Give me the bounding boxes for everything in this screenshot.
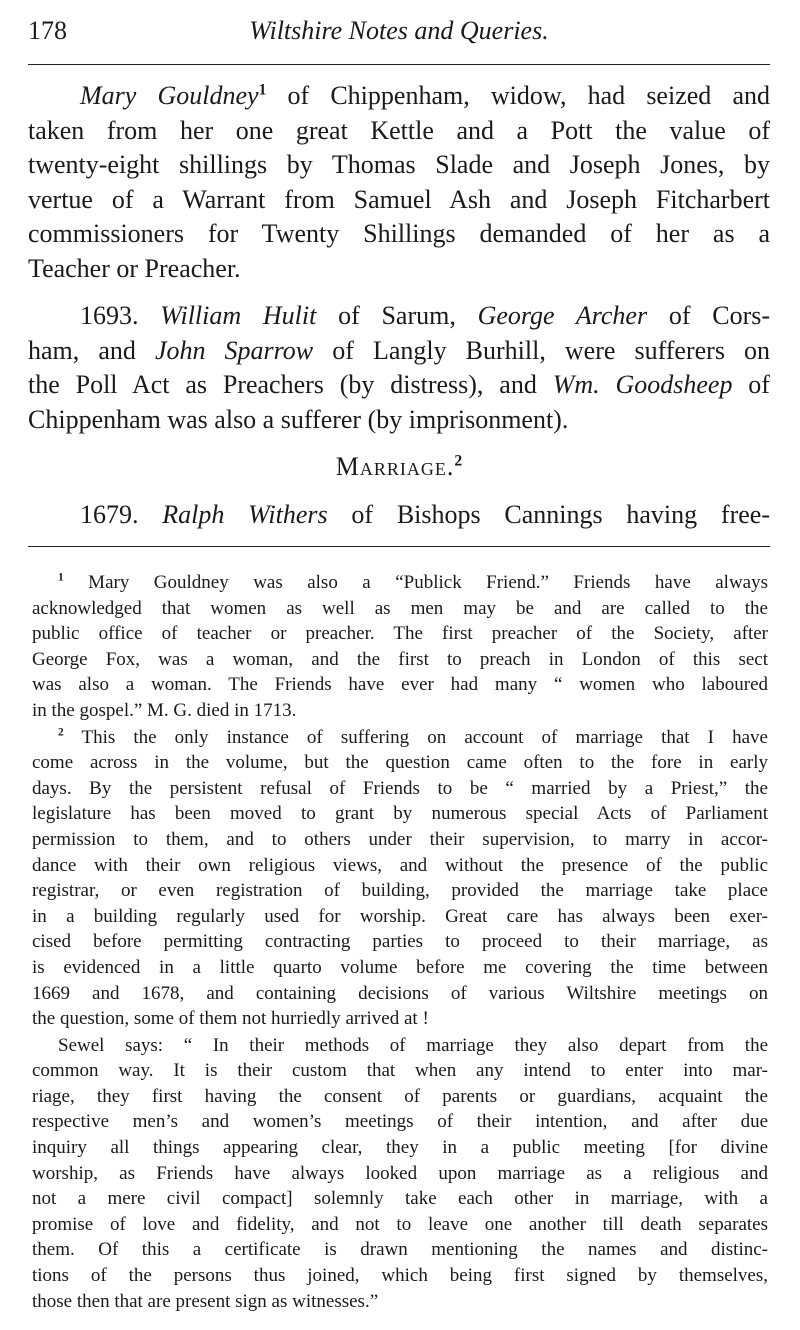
text-line	[32, 1161, 768, 1187]
text-run: Marriage.	[335, 452, 455, 481]
text-run: William Hulit	[160, 301, 317, 330]
text-run: acknowledged that women as well as men may be and are called to the	[32, 597, 768, 619]
text-run: is evidenced in a little quarto volume before me covering the time between	[32, 956, 768, 978]
text-run: Mary Gouldney was also a “Publick Friend.” Friends have always	[63, 572, 768, 593]
text-run: of	[732, 370, 770, 399]
text-line	[32, 725, 768, 751]
text-line	[28, 114, 770, 149]
text-run: 1669 and 1678, and containing decisions of various Wiltshire meetings on	[32, 982, 768, 1004]
text-line	[32, 698, 768, 724]
text-line	[28, 334, 770, 369]
text-line	[32, 1212, 768, 1238]
text-run: ham, and	[28, 335, 155, 365]
footnote-marker: 1	[58, 571, 64, 584]
footnote-marker: 2	[58, 726, 64, 739]
text-run: Sewel says: “ In their methods of marriage they also depart from the	[58, 1034, 768, 1056]
text-line	[32, 878, 768, 904]
text-line	[32, 1033, 768, 1059]
text-line	[32, 904, 768, 930]
text-line	[32, 981, 768, 1007]
paragraph	[28, 79, 770, 286]
text-run: promise of love and fidelity, and not to leave one another till death separates	[32, 1213, 768, 1235]
paragraph	[28, 498, 770, 533]
text-line	[28, 183, 770, 218]
text-run: John Sparrow	[154, 335, 314, 365]
text-run: 1693.	[80, 301, 161, 330]
text-run: of Cors-	[647, 301, 771, 330]
footnote	[32, 1033, 768, 1315]
text-run: the question, some of them not hurriedly arrived at !	[32, 1008, 429, 1030]
text-line	[32, 570, 768, 596]
text-run: Chippenham was also a sufferer (by imprisonment).	[28, 404, 569, 434]
text-run: taken from her one great Kettle and a Pott the value of	[28, 115, 770, 145]
text-line	[32, 1237, 768, 1263]
text-run: public office of teacher or preacher. The first preacher of the Society, after	[32, 623, 768, 645]
text-run: riage, they first having the consent of parents or guardians, acquaint the	[32, 1085, 768, 1107]
text-line	[28, 299, 770, 334]
paragraph	[28, 450, 770, 485]
text-run: those then that are present sign as witnesses.”	[32, 1290, 379, 1312]
text-run: permission to them, and to others under their supervision, to marry in accor-	[32, 828, 768, 850]
text-line	[32, 647, 768, 673]
text-line	[28, 148, 770, 183]
footnote-marker: 1	[258, 81, 267, 99]
text-run: in a building regularly used for worship. Great care has always been exer-	[32, 905, 768, 927]
text-line	[28, 217, 770, 252]
text-run: dance with their own religious views, and without the presence of the public	[32, 854, 768, 876]
text-line	[32, 1084, 768, 1110]
text-line	[32, 621, 768, 647]
text-line	[32, 672, 768, 698]
text-run: of Langly Burhill, were sufferers on	[313, 335, 770, 365]
text-line	[28, 403, 770, 438]
text-line	[32, 929, 768, 955]
text-run: of Sarum,	[316, 301, 478, 330]
text-line	[32, 776, 768, 802]
text-run: 1679.	[80, 499, 163, 529]
text-run: twenty-eight shillings by Thomas Slade and Joseph Jones, by	[28, 150, 770, 179]
text-line	[28, 252, 770, 287]
text-run: Mary Gouldney	[80, 81, 259, 110]
page-number: 178	[28, 16, 67, 45]
text-line	[32, 1058, 768, 1084]
header-rule	[28, 64, 770, 65]
text-run: inquiry all things appearing clear, they in a public meeting [for divine	[32, 1137, 768, 1159]
text-run: tions of the persons thus joined, which being first signed by themselves,	[32, 1265, 768, 1287]
text-run: commissioners for Twenty Shillings demanded of her as a	[28, 219, 770, 248]
text-run: of Chippenham, widow, had seized and	[266, 81, 770, 110]
footnote	[32, 570, 768, 724]
text-run: in the gospel.” M. G. died in 1713.	[32, 699, 297, 721]
text-line	[32, 955, 768, 981]
text-line	[32, 596, 768, 622]
footnote-marker: 2	[454, 452, 463, 470]
text-run: vertue of a Warrant from Samuel Ash and Joseph Fitcharbert	[28, 184, 770, 214]
footnote-rule	[28, 546, 770, 547]
text-line	[32, 750, 768, 776]
text-run: George Fox, was a woman, and the first to preach in London of this sect	[32, 648, 768, 670]
text-line	[28, 498, 770, 533]
running-header	[28, 12, 770, 52]
text-run: respective men’s and women’s meetings of their intention, and after due	[32, 1111, 768, 1133]
text-run: days. By the persistent refusal of Friends to be “ married by a Priest,” the	[32, 777, 768, 799]
main-text	[28, 79, 770, 532]
text-line	[32, 1289, 768, 1315]
text-line	[28, 450, 770, 485]
text-run: worship, as Friends have always looked upon marriage as a religious and	[32, 1162, 768, 1184]
text-line	[32, 1135, 768, 1161]
text-line	[32, 1186, 768, 1212]
text-line	[32, 1006, 768, 1032]
footnotes	[32, 570, 768, 1314]
text-run: them. Of this a certificate is drawn mentioning the names and distinc-	[32, 1239, 768, 1261]
text-run: the Poll Act as Preachers (by distress), and	[28, 370, 553, 399]
text-run: George Archer	[477, 301, 648, 330]
text-run: of Bishops Cannings having free-	[327, 499, 770, 529]
text-run: come across in the volume, but the question came often to the fore in early	[32, 752, 768, 774]
text-run: not a mere civil compact] solemnly take each other in marriage, with a	[32, 1188, 768, 1210]
text-line	[32, 1263, 768, 1289]
text-line	[32, 1109, 768, 1135]
text-run: This the only instance of suffering on account of marriage that I have	[63, 726, 768, 748]
text-run: Ralph Withers	[162, 499, 328, 529]
text-run: legislature has been moved to grant by numerous special Acts of Parliament	[32, 803, 768, 825]
running-title: Wiltshire Notes and Queries.	[249, 16, 549, 45]
text-run: was also a woman. The Friends have ever had many “ women who laboured	[32, 674, 768, 696]
footnote	[32, 725, 768, 1032]
text-line	[28, 368, 770, 403]
text-run: Teacher or Preacher.	[28, 253, 241, 283]
text-line	[32, 801, 768, 827]
text-run: common way. It is their custom that when any intend to enter into mar-	[32, 1060, 768, 1082]
text-run: cised before permitting contracting parties to proceed to their marriage, as	[32, 931, 768, 953]
text-line	[28, 79, 770, 114]
text-run: Wm. Goodsheep	[552, 370, 733, 399]
text-line	[32, 827, 768, 853]
text-run: registrar, or even registration of building, provided the marriage take place	[32, 880, 768, 902]
paragraph	[28, 299, 770, 437]
text-line	[32, 853, 768, 879]
